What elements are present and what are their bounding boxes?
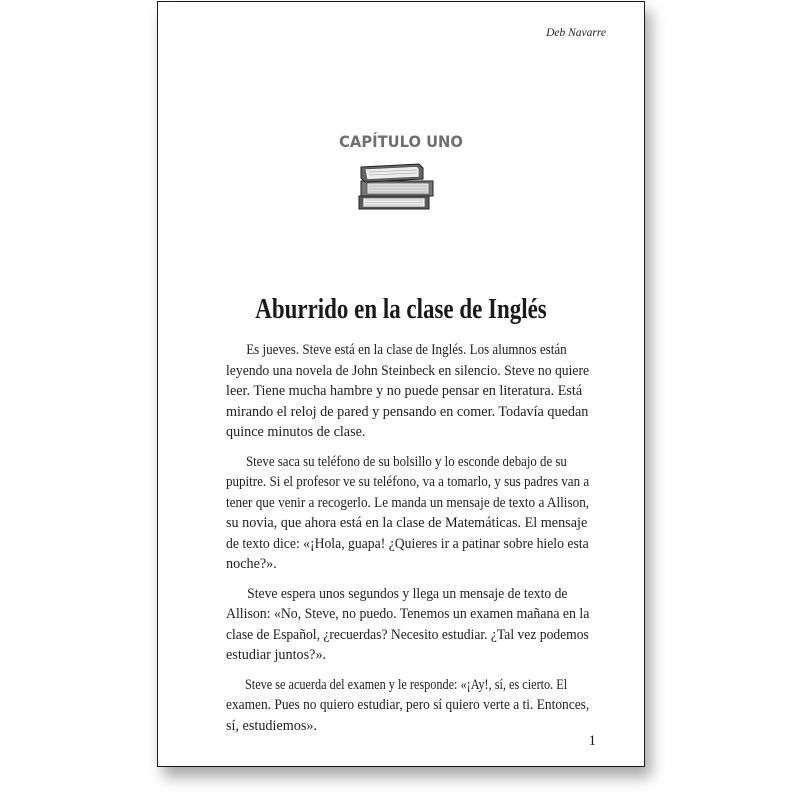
paragraph-2 — [226, 452, 589, 575]
text-line: de texto dice: «¡Hola, guapa! ¿Quieres ir a patinar sobre hielo esta — [226, 535, 589, 552]
stacked-books-icon — [357, 159, 437, 211]
text-line: Allison: «No, Steve, no puedo. Tenemos un examen mañana en la — [226, 606, 590, 622]
text-line: clase de Español, ¿recuerdas? Necesito estudiar. ¿Tal vez podemos — [226, 626, 589, 643]
chapter-title: Aburrido en la clase de Inglés — [255, 294, 547, 325]
paragraph-1 — [226, 340, 589, 443]
book-page — [157, 1, 645, 767]
paragraph-3 — [226, 584, 589, 666]
running-head-author: Deb Navarre — [546, 27, 606, 39]
page-number: 1 — [588, 733, 596, 749]
text-line: Steve saca su teléfono de su bolsillo y lo esconde debajo de su — [245, 453, 567, 470]
text-line: leer. Tiene mucha hambre y no puede pensar en literatura. Está — [226, 383, 583, 399]
text-line: pupitre. Si el profesor ve su teléfono, va a tomarlo, y sus padres van a — [226, 474, 590, 490]
paragraph-4 — [226, 675, 589, 737]
text-line: examen. Pues no quiero estudiar, pero sí quiero verte a ti. Entonces, — [226, 697, 590, 713]
text-line: quince minutos de clase. — [226, 424, 366, 440]
text-line: leyendo una novela de John Steinbeck en silencio. Steve no quiere — [226, 362, 590, 379]
text-line: Steve se acuerda del examen y le responde: «¡Ay!, sí, es cierto. El — [244, 676, 568, 693]
chapter-label: CAPÍTULO UNO — [339, 132, 463, 151]
text-line: Es jueves. Steve está en la clase de Inglés. Los alumnos están — [246, 342, 567, 358]
text-line: mirando el reloj de pared y pensando en comer. Todavía quedan — [226, 403, 589, 420]
text-line: sí, estudiemos». — [226, 717, 318, 734]
text-line: tener que venir a recogerlo. Le manda un mensaje de texto a Allison, — [226, 494, 590, 511]
text-line: su novia, que ahora está en la clase de Matemáticas. El mensaje — [226, 515, 588, 531]
chapter-body — [226, 340, 589, 745]
text-line: noche?». — [226, 556, 277, 572]
text-line: estudiar juntos?». — [226, 647, 327, 663]
text-line: Steve espera unos segundos y llega un mensaje de texto de — [247, 585, 568, 602]
